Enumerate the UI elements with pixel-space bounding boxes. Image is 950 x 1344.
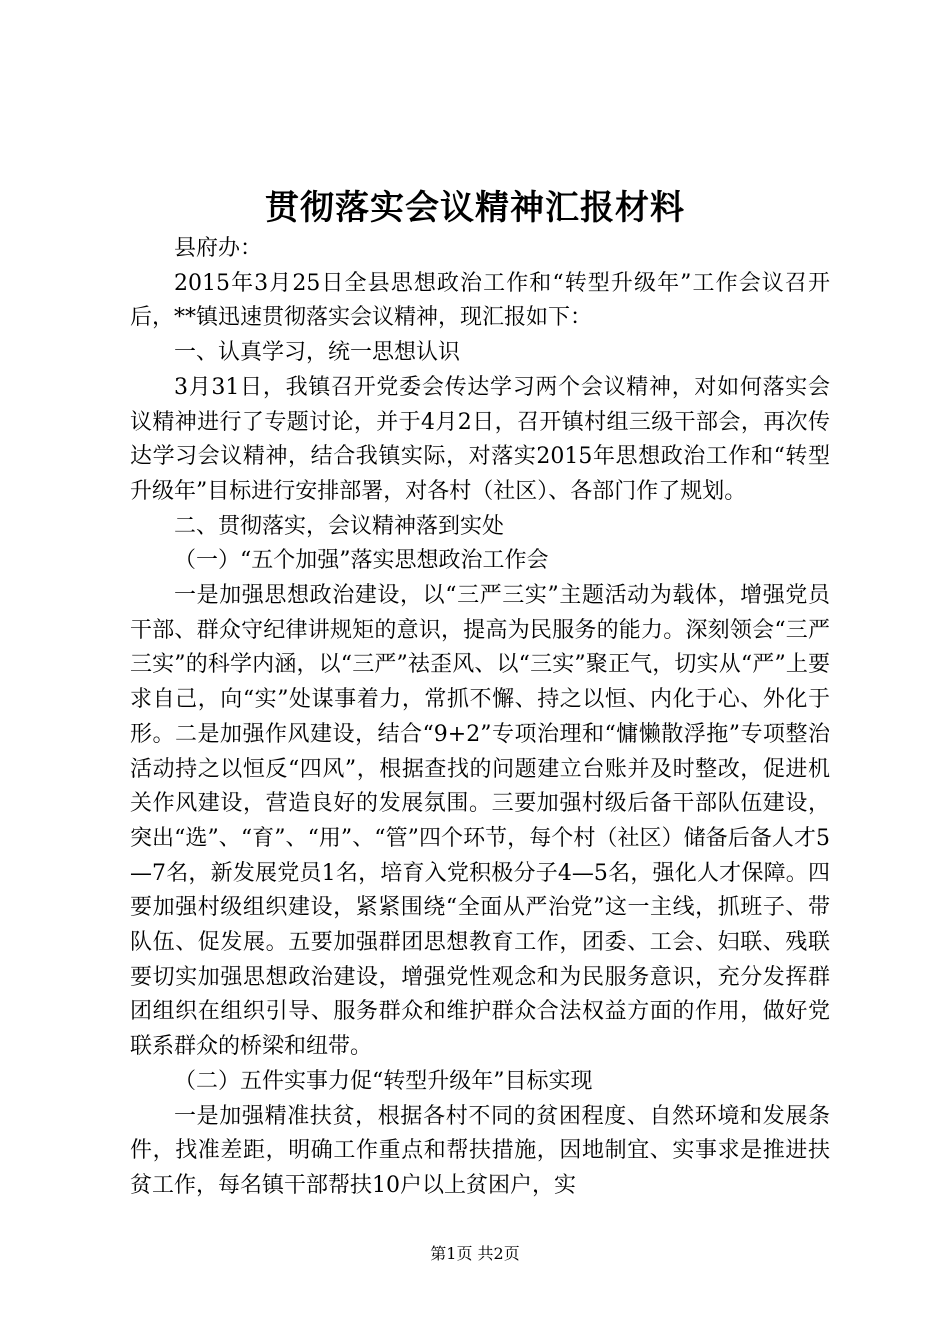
paragraph-five-strengthen: 一是加强思想政治建设，以“三严三实”主题活动为载体，增强党员干部、群众守纪律讲规矩的意识，提高为民服务的能力。深刻领会“三严三实”的科学内涵，以“三严”祛歪风、以“三实”聚正气，切实从“严”上要求自己，向“实”处谋事着力，常抓不懈、持之以恒、内化于心、外化于形。二是加强作风建设，结合“9+2”专项治理和“慵懒散浮拖”专项整治活动持之以恒反“四风”，根据查找的问题建立台账并及时整改，促进机关作风建设，营造良好的发展氛围。三要加强村级后备干部队伍建设，突出“选”、“育”、“用”、“管”四个环节，每个村（社区）储备后备人才5—7名，新发展党员1名，培育入党积极分子4—5名，强化人才保障。四要加强村级组织建设，紧紧围绕“全面从严治党”这一主线，抓班子、带队伍、促发展。五要加强群团思想教育工作，团委、工会、妇联、残联要切实加强思想政治建设，增强党性观念和为民服务意识，充分发挥群团组织在组织引导、服务群众和维护群众合法权益方面的作用，做好党联系群众的桥梁和纽带。: [130, 583, 830, 1060]
document-body: [130, 232, 830, 1204]
section-heading-1: 一、认真学习，统一思想认识: [174, 340, 461, 366]
salutation: 县府办：: [174, 236, 263, 261]
paragraph-intro: 2015年3月25日全县思想政治工作和“转型升级年”工作会议召开后，**镇迅速贯彻落实会议精神，现汇报如下：: [130, 270, 830, 331]
paragraph-study: 3月31日，我镇召开党委会传达学习两个会议精神，对如何落实会议精神进行了专题讨论，并于4月2日，召开镇村组三级干部会，再次传达学习会议精神，结合我镇实际，对落实2015年思想政治工作和“转型升级年”目标进行安排部署，对各村（社区）、各部门作了规划。: [130, 374, 830, 504]
paragraph-poverty: 一是加强精准扶贫，根据各村不同的贫困程度、自然环境和发展条件，找准差距，明确工作重点和帮扶措施，因地制宜、实事求是推进扶贫工作，每名镇干部帮扶10户以上贫困户，实: [130, 1103, 830, 1198]
subsection-heading-1: （一）“五个加强”落实思想政治工作会: [174, 548, 549, 574]
document-title: 贯彻落实会议精神汇报材料: [265, 188, 685, 228]
subsection-heading-2: （二）五件实事力促“转型升级年”目标实现: [174, 1068, 593, 1094]
section-heading-2: 二、贯彻落实，会议精神落到实处: [174, 513, 505, 539]
page-footer: 第1页 共2页: [430, 1244, 520, 1263]
